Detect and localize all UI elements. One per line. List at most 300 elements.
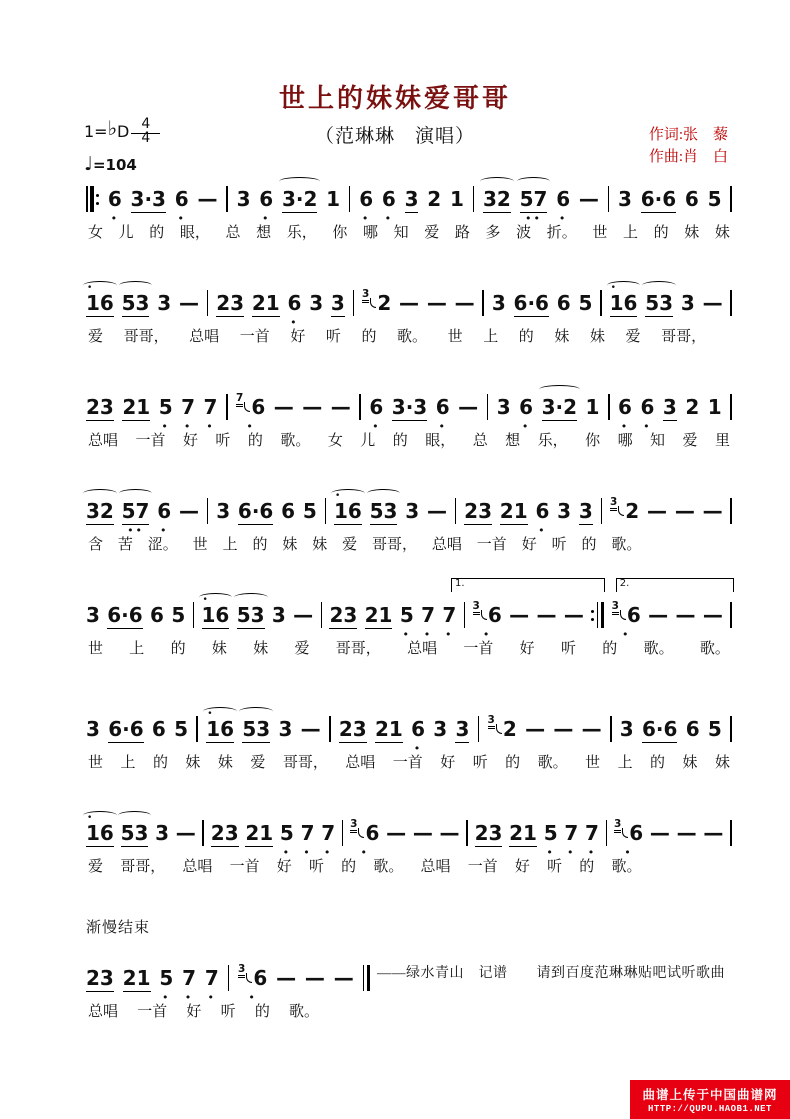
note-token [238, 963, 268, 1004]
lyric-syllable: 妹 [282, 537, 298, 553]
second-ending-bracket [616, 578, 734, 592]
notation-glyph [207, 498, 209, 524]
note-token [421, 603, 435, 641]
note-token [300, 821, 315, 859]
key-letter: D [117, 122, 130, 141]
note-digits: 7 [182, 966, 197, 990]
time-signature [131, 118, 160, 145]
note-token [455, 718, 469, 742]
notation-glyph [591, 618, 594, 621]
music-line [86, 578, 732, 658]
note-digits: 21 [122, 395, 151, 419]
note-token [405, 500, 419, 524]
lyric-syllable: 世 [447, 329, 463, 345]
note-digits: 23 [464, 499, 492, 523]
note-token [211, 822, 239, 846]
lyric-syllable: 好 [519, 641, 535, 657]
note-digits: 3·2 [281, 187, 318, 211]
lyric-syllable: 路 [454, 225, 470, 241]
note-token [305, 967, 325, 991]
note-token [362, 289, 391, 316]
octave-dot-below: • [183, 420, 193, 433]
grace-hook [622, 828, 628, 838]
note-token [611, 600, 641, 641]
octave-dot-below: • [538, 524, 547, 537]
lyric-syllable: 好 [276, 859, 292, 875]
note-token [579, 292, 593, 316]
lyric-syllable: 歌。 [397, 329, 428, 345]
note-digits: — [578, 187, 599, 211]
note-digits: 3 [433, 717, 448, 741]
slur-arc [118, 811, 152, 820]
notation-glyph [601, 498, 603, 524]
notation-glyph [321, 602, 323, 628]
note-token [703, 292, 723, 316]
grace-note: 3 [612, 600, 619, 615]
note-digits: 3 [578, 499, 593, 523]
barline [455, 498, 457, 524]
octave-dot-below: • [567, 846, 576, 859]
note-digits: 5 [159, 966, 174, 990]
notation-glyph [349, 186, 351, 212]
lyric-syllable: 的 [341, 859, 357, 875]
lyric-syllable: 总唱 [431, 537, 462, 553]
lyric-syllable: 的 [581, 537, 597, 553]
note-digits: — [399, 291, 420, 315]
lyric-syllable: 总唱 [88, 433, 119, 449]
note-token [259, 187, 274, 225]
notation-glyph [608, 186, 610, 212]
note-digits: 21 [364, 603, 393, 627]
barline [196, 716, 198, 742]
credits-block [649, 124, 728, 168]
note-digits: 3 [155, 821, 170, 845]
notation-glyph [96, 202, 99, 205]
lyric-syllable: 知 [393, 225, 409, 241]
flat-sign-icon: ♭ [107, 115, 118, 140]
note-digits: 23 [338, 717, 367, 741]
note-token [610, 497, 639, 524]
note-digits: — [302, 395, 323, 419]
note-token [392, 396, 427, 420]
barline [601, 498, 603, 524]
octave-dot-below: • [177, 212, 186, 225]
lyric-syllable: 一首 [229, 859, 260, 875]
note-digits: 5 [707, 717, 722, 741]
grace-note: 3 [362, 288, 369, 303]
lyric-syllable: 乐， [537, 433, 568, 449]
notation-glyph [466, 820, 468, 846]
note-digits: 6·6 [640, 187, 677, 211]
octave-dot-below: • [290, 316, 299, 329]
octave-dot-below: • [360, 846, 370, 859]
lyric-syllable: 爱 [88, 859, 104, 875]
second-ending-label: 2. [619, 578, 630, 589]
octave-dot-below: • [323, 846, 333, 859]
note-token [557, 292, 571, 316]
note-digits: 21 [245, 821, 274, 845]
note-digits: — [333, 966, 354, 990]
note-token [500, 500, 528, 524]
note-digits: — [454, 291, 475, 315]
note-token [455, 292, 475, 316]
key-prefix: 1= [84, 122, 108, 141]
lyric-syllable: 的 [247, 433, 263, 449]
note-token [543, 821, 558, 859]
note-token [411, 717, 425, 755]
lyric-syllable: 听 [551, 537, 567, 553]
note-digits: 5 [302, 499, 317, 523]
note-token [514, 292, 549, 316]
lyric-syllable: 世 [192, 537, 208, 553]
lyric-syllable: 妹 [682, 755, 698, 771]
note-digits: 16 [86, 821, 114, 845]
note-digits: 6 [107, 187, 122, 211]
lyric-syllable: 哪 [363, 225, 379, 241]
music-line [86, 168, 732, 242]
note-digits: 1 [707, 395, 722, 419]
notation-glyph [455, 498, 457, 524]
note-digits: — [273, 395, 294, 419]
lyric-syllable: 的 [149, 225, 165, 241]
grace-hook [620, 610, 626, 620]
note-token [519, 395, 534, 433]
barline [473, 186, 475, 212]
lyric-syllable: 哥哥， [661, 329, 707, 345]
octave-dot-below: • [246, 420, 255, 433]
lyric-syllable: 妹 [589, 329, 605, 345]
note-digits: 6 [626, 603, 641, 627]
note-token [553, 718, 573, 742]
note-token [279, 821, 294, 859]
grace-hook [370, 298, 376, 308]
note-digits: 6 [251, 395, 266, 419]
note-digits: 5 [543, 821, 558, 845]
octave-dot-below: •• [525, 212, 543, 225]
octave-dot-below: • [206, 420, 215, 433]
barline [325, 498, 327, 524]
note-digits: 3 [278, 717, 293, 741]
octave-dot-below: •• [127, 524, 145, 537]
note-token [123, 967, 151, 991]
lyric-syllable: 多 [485, 225, 501, 241]
note-digits: 6 [629, 821, 644, 845]
note-digits: 6 [435, 395, 450, 419]
note-digits: — [426, 499, 447, 523]
note-digits: 3 [157, 291, 172, 315]
barline [730, 394, 732, 420]
notation-glyph [90, 186, 94, 212]
lyric-syllable: 上 [617, 755, 633, 771]
lyrics-row [86, 1000, 370, 1021]
lyric-syllable: 的 [252, 537, 268, 553]
note-token [475, 822, 503, 846]
note-digits: — [649, 821, 670, 845]
lyric-syllable: 妹 [217, 755, 233, 771]
note-digits: — [293, 603, 314, 627]
note-digits: 3 [330, 291, 345, 315]
barline [226, 186, 228, 212]
lyric-syllable: 哪 [617, 433, 633, 449]
note-token [427, 500, 447, 524]
note-token [386, 822, 406, 846]
slur-arc [119, 489, 153, 498]
note-digits: 6 [281, 499, 296, 523]
lyric-syllable: 爱 [250, 755, 266, 771]
lyric-syllable: 总唱 [407, 641, 438, 657]
note-digits: 3 [86, 603, 100, 627]
lyric-syllable: 听 [308, 859, 324, 875]
note-digits: 6 [151, 717, 166, 741]
notation-glyph [730, 290, 732, 316]
octave-dot-below: • [413, 742, 423, 755]
note-token [107, 604, 142, 628]
note-token [427, 188, 441, 212]
note-token [648, 604, 668, 628]
barline [363, 965, 371, 991]
notation-glyph [202, 820, 204, 846]
lyric-syllable: 歌。 [373, 859, 404, 875]
note-digits: — [536, 603, 557, 627]
repeat-dots [591, 610, 594, 621]
lyric-syllable: 好 [290, 329, 306, 345]
note-digits: — [458, 395, 479, 419]
barline [478, 716, 480, 742]
note-digits: 2 [502, 717, 517, 741]
note-token [334, 967, 354, 991]
note-digits: 6 [685, 717, 700, 741]
octave-dot-above: • [207, 709, 213, 719]
note-digits: 6 [365, 821, 380, 845]
note-token [182, 966, 197, 1004]
barline [359, 394, 361, 420]
note-digits: — [553, 717, 574, 741]
lyric-syllable: 一首 [476, 537, 507, 553]
note-token [645, 292, 673, 316]
note-digits: — [197, 187, 218, 211]
note-token [86, 967, 114, 991]
note-token [677, 822, 697, 846]
lyric-syllable: 好 [182, 433, 198, 449]
lyric-syllable: 涩。 [147, 537, 178, 553]
watermark-url: HTTP://QUPU.HAOB1.NET [648, 1104, 772, 1114]
note-token [157, 292, 171, 316]
note-digits: — [647, 499, 668, 523]
note-digits: — [426, 291, 447, 315]
note-token [86, 396, 114, 420]
music-line [86, 802, 732, 876]
barline [207, 290, 209, 316]
octave-dot-below: • [159, 524, 169, 537]
lyric-syllable: 一首 [463, 641, 494, 657]
note-digits: — [276, 966, 297, 990]
note-digits: 6 [487, 603, 502, 627]
note-digits: 6 [519, 395, 534, 419]
lyric-syllable: 的 [579, 859, 595, 875]
lyric-syllable: 爱 [294, 641, 310, 657]
note-digits: 5 [578, 291, 593, 315]
lyric-syllable: 好 [186, 1004, 202, 1020]
barline [608, 394, 610, 420]
slur-arc [517, 177, 551, 186]
note-token [107, 187, 122, 225]
barline [730, 820, 732, 846]
lyric-syllable: 哥哥， [120, 859, 166, 875]
note-token [618, 395, 632, 433]
ritard-mark: 渐慢结束 [86, 920, 151, 936]
note-digits: 6 [259, 187, 274, 211]
note-token [519, 187, 548, 225]
note-token [122, 292, 150, 316]
note-token [525, 718, 545, 742]
note-token [405, 188, 419, 212]
note-digits: 53 [369, 499, 398, 523]
note-token [647, 500, 667, 524]
tempo-value: =104 [92, 156, 137, 174]
lyric-syllable: 上 [222, 537, 238, 553]
note-digits: — [525, 717, 546, 741]
note-digits: — [304, 966, 325, 990]
slur-arc [480, 177, 514, 186]
note-token [204, 966, 219, 1004]
note-token [609, 283, 638, 316]
notation-glyph [193, 602, 195, 628]
lyric-syllable: 好 [521, 537, 537, 553]
note-digits: 7 [300, 821, 315, 845]
notation-glyph [591, 610, 594, 613]
lyric-syllable: 的 [518, 329, 534, 345]
lyric-syllable: 总 [225, 225, 241, 241]
note-digits: 7 [321, 821, 336, 845]
lyrics-row [86, 325, 732, 346]
notes-row [86, 376, 732, 433]
octave-dot-below: • [248, 991, 257, 1004]
lyric-syllable: 上 [120, 755, 136, 771]
notation-glyph [730, 602, 732, 628]
note-digits: 23 [86, 395, 114, 419]
note-digits: 23 [329, 603, 358, 627]
music-line [86, 698, 732, 772]
grace-note: 3 [473, 600, 480, 615]
note-token [86, 500, 114, 524]
lyric-syllable: 听 [215, 433, 231, 449]
music-line [86, 376, 732, 450]
note-token [642, 718, 677, 742]
lyric-syllable: 一首 [467, 859, 498, 875]
note-token [174, 187, 189, 225]
grace-note: 3 [610, 496, 617, 511]
octave-dot-below: • [402, 628, 412, 641]
note-digits: — [702, 603, 723, 627]
first-ending-bracket [451, 578, 605, 592]
repeat-dots [96, 194, 99, 205]
note-digits: — [702, 499, 723, 523]
lyric-syllable: 妹 [714, 755, 730, 771]
notes-row [86, 947, 370, 1004]
lyric-syllable: 好 [514, 859, 530, 875]
note-token [365, 604, 393, 628]
lyric-syllable: 总唱 [182, 859, 213, 875]
barline [730, 498, 732, 524]
note-token [492, 292, 506, 316]
note-digits: 53 [236, 603, 265, 627]
note-token [582, 718, 602, 742]
grace-hook [244, 402, 250, 412]
octave-dot-below: • [184, 991, 194, 1004]
note-digits: 2 [427, 187, 442, 211]
note-digits: 6·6 [107, 603, 143, 627]
lyric-syllable: 眼， [179, 225, 210, 241]
note-digits: — [175, 821, 196, 845]
barline [730, 186, 732, 212]
lyric-syllable: 知 [650, 433, 666, 449]
note-digits: 5 [279, 821, 294, 845]
lyric-syllable: 听 [547, 859, 563, 875]
note-token [663, 396, 677, 420]
barline [329, 716, 331, 742]
note-token [675, 500, 695, 524]
note-digits: 16 [206, 717, 235, 741]
slur-arc [279, 177, 320, 186]
grace-hook [618, 506, 624, 516]
note-digits: 32 [86, 499, 114, 523]
note-digits: 5 [174, 717, 189, 741]
note-digits: 57 [121, 499, 150, 523]
lyrics-row [86, 751, 732, 772]
note-digits: 3 [309, 291, 324, 315]
note-token [150, 604, 164, 628]
notation-glyph [325, 498, 327, 524]
note-token [556, 187, 571, 225]
note-digits: 6 [535, 499, 550, 523]
lyric-syllable: 想 [256, 225, 272, 241]
barline [228, 965, 230, 991]
note-token [440, 822, 460, 846]
note-token [433, 718, 447, 742]
note-token [174, 718, 188, 742]
note-digits: 1 [585, 395, 600, 419]
performer-subtitle: （范琳琳 演唱） [314, 126, 475, 147]
lyric-syllable: 的 [392, 433, 408, 449]
barline [342, 820, 344, 846]
lyric-syllable: 一首 [135, 433, 166, 449]
lyric-syllable: 总唱 [345, 755, 376, 771]
transcriber-credit: ——绿水青山 记谱 请到百度范琳琳贴吧试听歌曲 [377, 966, 725, 981]
lyric-syllable: 哥哥， [335, 641, 381, 657]
note-digits: 7 [442, 603, 457, 627]
note-token [302, 396, 322, 420]
note-digits: 2 [377, 291, 392, 315]
note-token [703, 822, 723, 846]
note-digits: — [563, 603, 584, 627]
lyric-syllable: 妹 [714, 225, 730, 241]
lyric-syllable: 的 [170, 641, 186, 657]
note-token [155, 822, 169, 846]
note-digits: 53 [121, 291, 150, 315]
note-token [370, 500, 398, 524]
octave-dot-above: • [87, 813, 93, 823]
note-digits: 53 [645, 291, 674, 315]
barline [86, 186, 99, 212]
note-token [216, 500, 230, 524]
note-digits: — [300, 717, 321, 741]
note-digits: 3 [236, 187, 251, 211]
note-token [369, 395, 384, 433]
octave-dot-above: • [334, 491, 341, 501]
octave-dot-below: • [303, 846, 312, 859]
lyric-syllable: 折。 [546, 225, 577, 241]
note-token [282, 188, 317, 212]
